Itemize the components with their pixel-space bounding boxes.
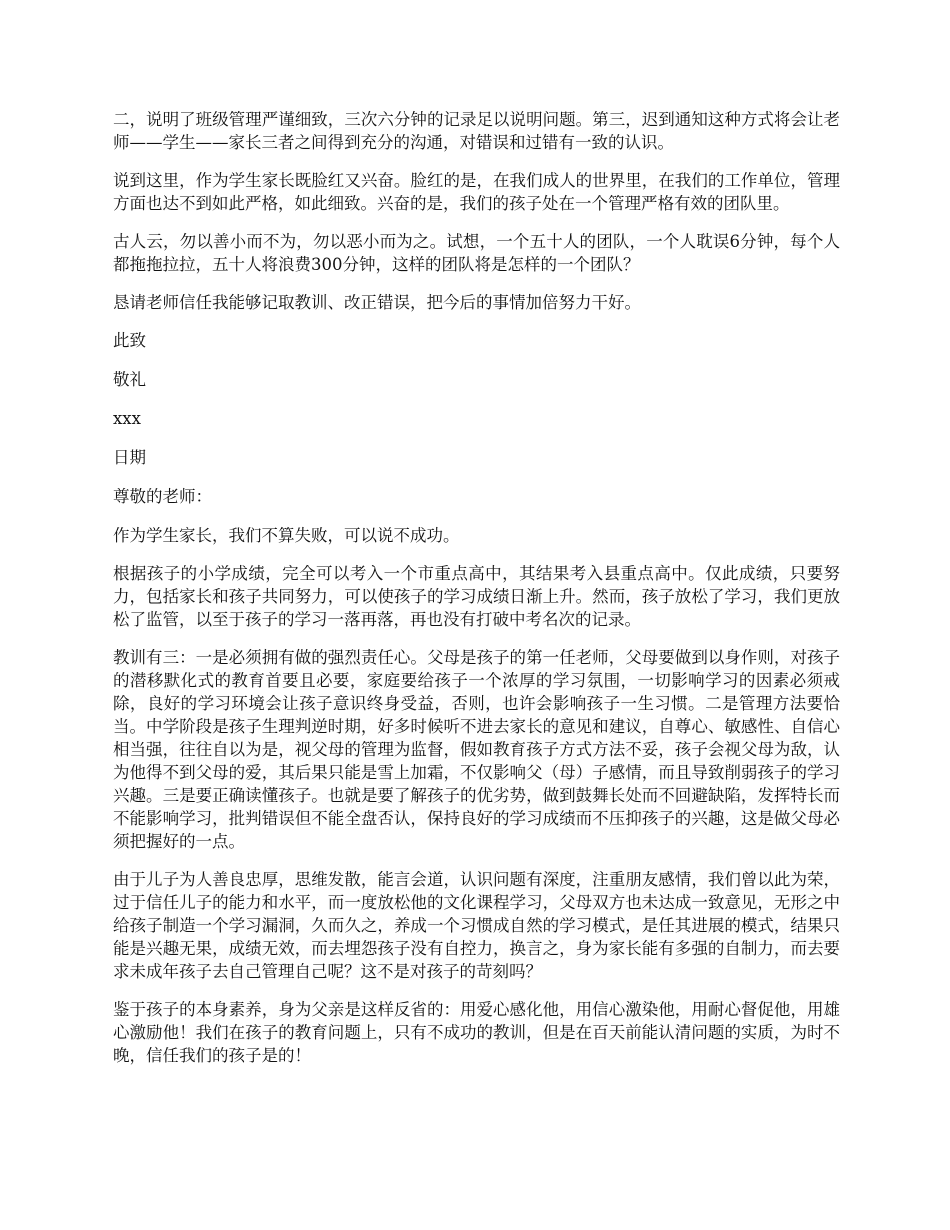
document-page (113, 108, 840, 1082)
paragraph-lessons: 教训有三：一是必须拥有做的强烈责任心。父母是孩子的第一任老师，父母要做到以身作则，对孩子的潜移默化式的教育首要且必要，家庭要给孩子一个浓厚的学习氛围，一切影响学习的因素必须戒除，良好的学习环境会让孩子意识终身受益，否则，也许会影响孩子一生习惯。二是管理方法要恰当。中学阶段是孩子生理判逆时期，好多时候听不进去家长的意见和建议，自尊心、敏感性、自信心相当强，往往自以为是，视父母的管理为监督，假如教育孩子方式方法不妥，孩子会视父母为敌，认为他得不到父母的爱，其后果只能是雪上加霜，不仅影响父（母）子感情，而且导致削弱孩子的学习兴趣。三是要正确读懂孩子。也就是要了解孩子的优劣势，做到鼓舞长处而不回避缺陷，发挥特长而不能影响学习，批判错误但不能全盘否认，保持良好的学习成绩而不压抑孩子的兴趣，这是做父母必须把握好的一点。 (113, 648, 840, 851)
paragraph-son: 由于儿子为人善良忠厚，思维发散，能言会道，认识问题有深度，注重朋友感情，我们曾以此为荣，过于信任儿子的能力和水平，而一度放松他的文化课程学习，父母双方也未达成一致意见，无形之中给孩子制造一个学习漏洞，久而久之，养成一个习惯成自然的学习模式，是任其进展的模式，结果只能是兴趣无果，成绩无效，而去埋怨孩子没有自控力，换言之，身为家长能有多强的自制力，而去要求未成年孩子去自己管理自己呢？这不是对孩子的苛刻吗？ (113, 870, 840, 981)
signature-date: 日期 (113, 448, 146, 467)
paragraph-intro-continuation: 二，说明了班级管理严谨细致，三次六分钟的记录足以说明问题。第三，迟到通知这种方式将会让老师——学生——家长三者之间得到充分的沟通，对错误和过错有一致的认识。 (113, 110, 840, 152)
paragraph-request: 恳请老师信任我能够记取教训、改正错误，把今后的事情加倍努力干好。 (113, 293, 641, 312)
letter-greeting: 尊敬的老师： (113, 487, 212, 506)
paragraph-grades: 根据孩子的小学成绩，完全可以考入一个市重点高中，其结果考入县重点高中。仅此成绩，只要努力，包括家长和孩子共同努力，可以使孩子的学习成绩日渐上升。然而，孩子放松了学习，我们更放松了监管，以至于孩子的学习一落再落，再也没有打破中考名次的记录。 (113, 564, 840, 629)
signature-name: xxx (113, 409, 141, 428)
paragraph-proverb: 古人云，勿以善小而不为，勿以恶小而为之。试想，一个五十人的团队，一个人耽误6分钟，每个人都拖拖拉拉，五十人将浪费300分钟，这样的团队将是怎样的一个团队？ (113, 232, 840, 274)
closing-regards: 敬礼 (113, 370, 146, 389)
paragraph-parent-feelings: 说到这里，作为学生家长既脸红又兴奋。脸红的是，在我们成人的世界里，在我们的工作单位，管理方面也达不到如此严格，如此细致。兴奋的是，我们的孩子处在一个管理严格有效的团队里。 (113, 171, 840, 213)
paragraph-opening: 作为学生家长，我们不算失败，可以说不成功。 (113, 526, 460, 545)
closing-salutation: 此致 (113, 331, 146, 350)
paragraph-reflection: 鉴于孩子的本身素养，身为父亲是这样反省的：用爱心感化他，用信心激染他，用耐心督促他，用雄心激励他！我们在孩子的教育问题上，只有不成功的教训，但是在百天前能认清问题的实质，为时不晚，信任我们的孩子是的！ (113, 1000, 840, 1065)
